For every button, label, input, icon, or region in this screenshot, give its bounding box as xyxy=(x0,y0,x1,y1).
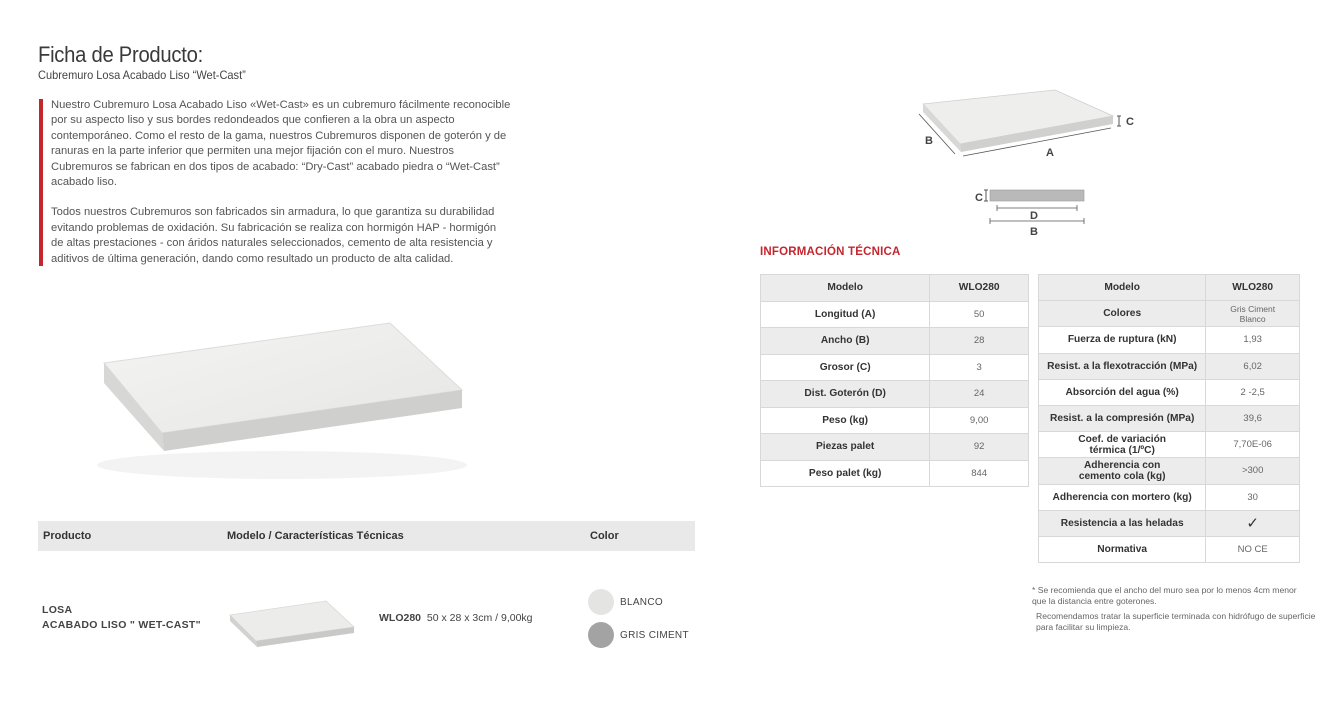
color-swatch-blanco xyxy=(588,589,614,615)
product-model xyxy=(379,612,533,624)
cell-key: Longitud (A) xyxy=(761,301,930,328)
coef-key-line1: Coef. de variación xyxy=(1078,433,1167,445)
table-row xyxy=(1039,327,1300,353)
label-b-section: B xyxy=(1030,226,1038,238)
cell-key: Absorción del agua (%) xyxy=(1039,379,1206,405)
product-thumbnail xyxy=(226,593,359,651)
adh-cola-key-line1: Adherencia con xyxy=(1083,459,1161,471)
cell-key: Peso (kg) xyxy=(761,407,930,434)
technical-info-title: INFORMACIÓN TÉCNICA xyxy=(760,246,901,258)
note-surface-treatment: Recomendamos tratar la superficie terminada con hidrófugo de superficie para facilitar su limpieza. xyxy=(1036,611,1316,632)
label-a: A xyxy=(1046,147,1054,159)
cell-value: 24 xyxy=(930,381,1029,408)
cell-key: Colores xyxy=(1039,301,1206,327)
table-row xyxy=(761,301,1029,328)
description-paragraph-2: Todos nuestros Cubremuros son fabricados sin armadura, lo que garantiza su durabilidad evitando problemas de oxidación. Su fabricación se realiza con hormigón HAP - hormigón de altas prestaciones - con áridos naturales seleccionados, cemento de alta resistencia y aditivos de última generación, dando como resultado un producto de alta calidad. xyxy=(51,206,497,265)
page-subtitle: Cubremuro Losa Acabado Liso “Wet-Cast” xyxy=(38,68,246,82)
cell-key: Resist. a la compresión (MPa) xyxy=(1039,405,1206,431)
cell-key: Normativa xyxy=(1039,536,1206,562)
description-paragraph-1: Nuestro Cubremuro Losa Acabado Liso «Wet-Cast» es un cubremuro fácilmente reconocible por su aspecto liso y sus bordes redondeados que confieren a la obra un aspecto contemporáneo. Como el resto de la gama, nuestros Cubremuros disponen de goterón y de ranuras en la parte inferior que permiten una mejor fijación con el muro. Nuestros Cubremuros se fabrican en dos tipos de acabado: “Dry-Cast” acabado piedra o “Wet-Cast” acabado liso. xyxy=(51,99,511,189)
cell-value: >300 xyxy=(1206,458,1300,484)
product-table xyxy=(38,521,695,641)
table-row xyxy=(1039,484,1300,510)
cell-value: 6,02 xyxy=(1206,353,1300,379)
adh-cola-key-line2: cemento cola (kg) xyxy=(1078,470,1166,482)
table-row xyxy=(761,434,1029,461)
product-description xyxy=(51,98,511,282)
table-row xyxy=(761,275,1029,302)
cell-key: Peso palet (kg) xyxy=(761,460,930,487)
table-row xyxy=(761,381,1029,408)
product-table-header xyxy=(38,521,695,551)
cell-value: 9,00 xyxy=(930,407,1029,434)
page-title: Ficha de Producto: xyxy=(38,42,203,67)
cell-value: 7,70E-06 xyxy=(1206,432,1300,458)
cell-key: Dist. Goterón (D) xyxy=(761,381,930,408)
cell-key: Fuerza de ruptura (kN) xyxy=(1039,327,1206,353)
color-value-line1: Gris Ciment xyxy=(1230,303,1276,314)
table-row xyxy=(1039,275,1300,301)
table-row xyxy=(1039,458,1300,484)
cell-key: Grosor (C) xyxy=(761,354,930,381)
table-row xyxy=(1039,353,1300,379)
label-b-top: B xyxy=(925,135,933,147)
cell-key: Resist. a la flexotracción (MPa) xyxy=(1039,353,1206,379)
dimension-diagram xyxy=(915,88,1145,248)
cell-value: 2 -2,5 xyxy=(1206,379,1300,405)
header-model: Modelo / Características Técnicas xyxy=(227,530,404,542)
header-product: Producto xyxy=(43,530,92,542)
tech-table-properties xyxy=(1038,274,1300,563)
table-row xyxy=(1039,301,1300,327)
label-d: D xyxy=(1030,210,1038,222)
table-row xyxy=(1039,536,1300,562)
color-label-gris-ciment: GRIS CIMENT xyxy=(620,630,689,641)
header-color: Color xyxy=(590,530,619,542)
cell-value xyxy=(1206,301,1300,327)
cell-key: Modelo xyxy=(1039,275,1206,301)
cell-value: 30 xyxy=(1206,484,1300,510)
cell-value: 39,6 xyxy=(1206,405,1300,431)
model-spec: 50 x 28 x 3cm / 9,00kg xyxy=(426,612,533,624)
cell-value: 92 xyxy=(930,434,1029,461)
label-c-top: C xyxy=(1126,116,1134,128)
cell-key: Modelo xyxy=(761,275,930,302)
table-row xyxy=(1039,379,1300,405)
table-row xyxy=(1039,405,1300,431)
product-row xyxy=(38,551,695,641)
cell-value: NO CE xyxy=(1206,536,1300,562)
cell-value: 1,93 xyxy=(1206,327,1300,353)
product-name-line2: ACABADO LISO " WET-CAST" xyxy=(42,619,201,631)
color-swatch-gris-ciment xyxy=(588,622,614,648)
note-wall-width: * Se recomienda que el ancho del muro sea por lo menos 4cm menor que la distancia entre goterones. xyxy=(1032,585,1297,606)
check-icon: ✓ xyxy=(1206,510,1300,536)
coef-key-line2: térmica (1/ºC) xyxy=(1089,444,1155,456)
cell-key: Ancho (B) xyxy=(761,328,930,355)
cell-value: 50 xyxy=(930,301,1029,328)
product-image xyxy=(92,305,477,485)
table-row xyxy=(761,354,1029,381)
section-profile xyxy=(990,190,1084,201)
cell-value: 3 xyxy=(930,354,1029,381)
cell-value: WLO280 xyxy=(1206,275,1300,301)
product-name xyxy=(42,603,201,633)
table-row xyxy=(761,328,1029,355)
table-row xyxy=(761,407,1029,434)
cell-key: Resistencia a las heladas xyxy=(1039,510,1206,536)
tech-table-dimensions xyxy=(760,274,1029,487)
product-name-line1: LOSA xyxy=(42,604,73,616)
accent-bar xyxy=(39,99,43,266)
cell-value: 28 xyxy=(930,328,1029,355)
label-c-section: C xyxy=(975,192,983,204)
cell-key xyxy=(1039,432,1206,458)
cell-key xyxy=(1039,458,1206,484)
cell-value: WLO280 xyxy=(930,275,1029,302)
cell-value: 844 xyxy=(930,460,1029,487)
color-label-blanco: BLANCO xyxy=(620,597,663,608)
table-row xyxy=(1039,432,1300,458)
model-code: WLO280 xyxy=(379,612,422,624)
cell-key: Piezas palet xyxy=(761,434,930,461)
table-row xyxy=(1039,510,1300,536)
cell-key: Adherencia con mortero (kg) xyxy=(1039,484,1206,510)
color-value-line2: Blanco xyxy=(1239,313,1266,324)
table-row xyxy=(761,460,1029,487)
